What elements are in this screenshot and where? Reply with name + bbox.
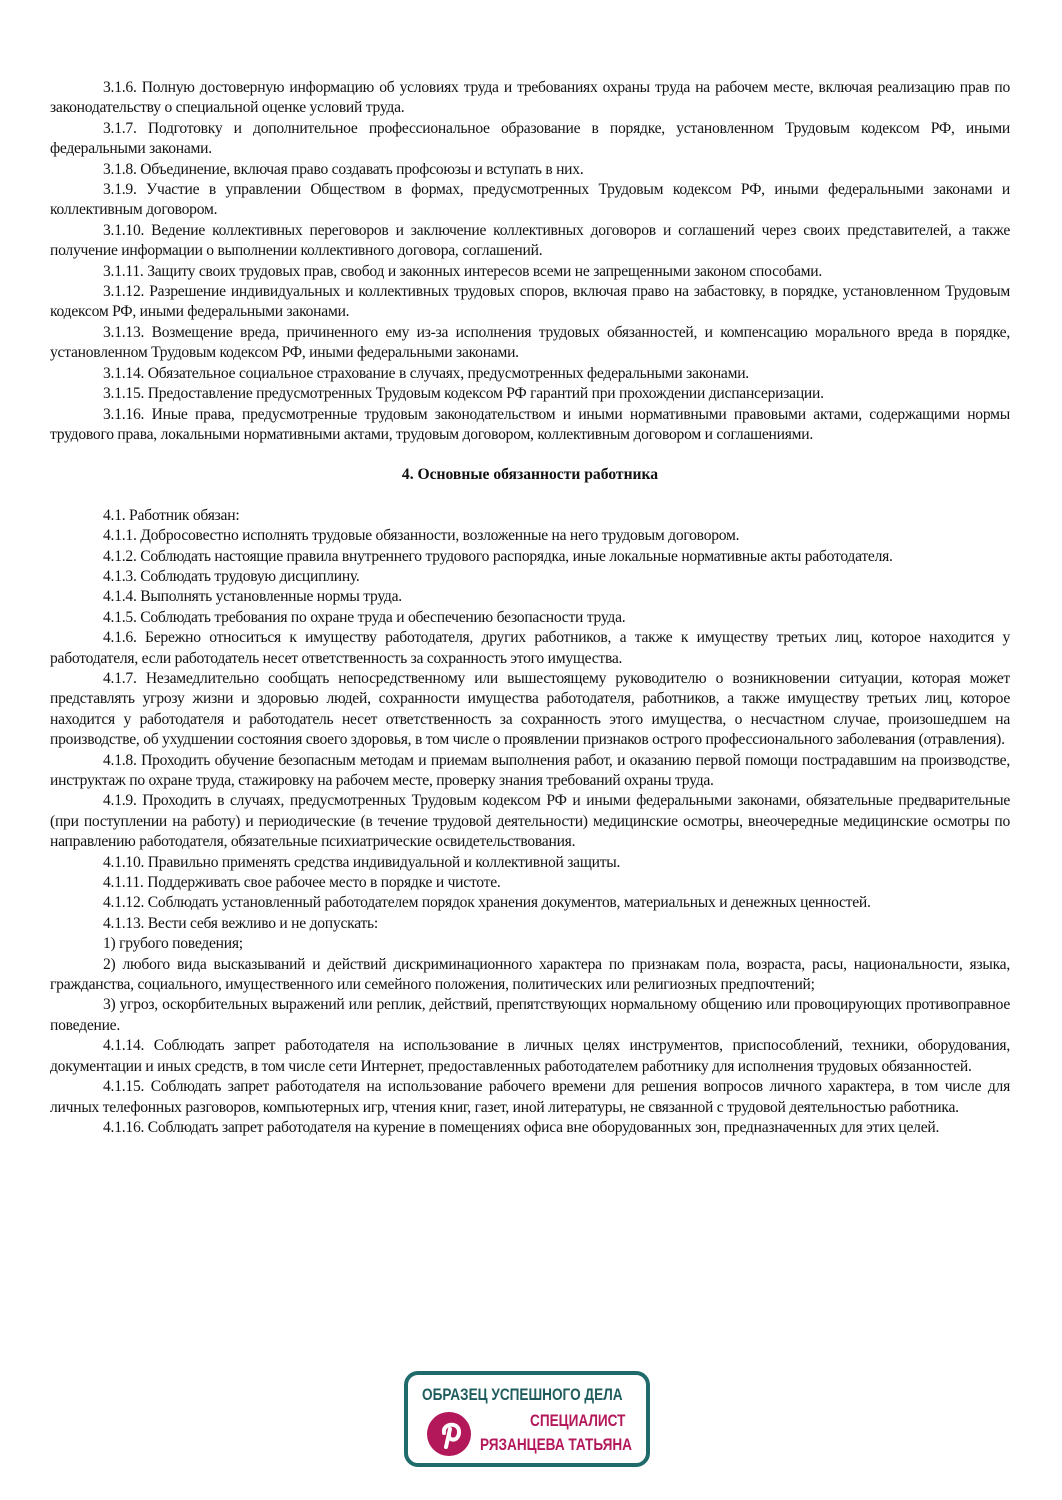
paragraph: 4.1.12. Соблюдать установленный работодателем порядок хранения документов, материальных и денежных ценностей. xyxy=(103,894,871,912)
logo-line-2: СПЕЦИАЛИСТ xyxy=(530,1411,626,1430)
paragraph: 4.1.3. Соблюдать трудовую дисциплину. xyxy=(103,567,360,585)
paragraph: 1) грубого поведения; xyxy=(103,935,243,953)
paragraph: 4.1.6. Бережно относиться к имуществу работодателя, других работников, а также к имуществу третьих лиц, которое находится у работодателя, если работодатель несет ответственность за сохранность этого имущества. xyxy=(50,629,1010,667)
watermark-logo xyxy=(404,1371,650,1467)
paragraph: 4.1.14. Соблюдать запрет работодателя на использование в личных целях инструментов, приспособлений, техники, оборудования, документации и иных средств, в том числе сети Интернет, предоставленных работодателем работнику для исполнения трудовых обязанностей. xyxy=(50,1037,1010,1075)
paragraph: 4.1.13. Вести себя вежливо и не допускать: xyxy=(103,914,378,932)
section-4-heading: 4. Основные обязанности работника xyxy=(401,466,659,484)
paragraph: 4.1.11. Поддерживать свое рабочее место в порядке и чистоте. xyxy=(103,874,501,892)
paragraph: 4.1.10. Правильно применять средства индивидуальной и коллективной защиты. xyxy=(103,853,621,871)
paragraph: 4.1.2. Соблюдать настоящие правила внутреннего трудового распорядка, иные локальные нормативные акты работодателя. xyxy=(103,547,893,565)
paragraph: 4.1.8. Проходить обучение безопасным методам и приемам выполнения работ, и оказанию первой помощи пострадавшим на производстве, инструктаж по охране труда, стажировку на рабочем месте, проверку знания требований охраны труда. xyxy=(50,751,1010,789)
paragraph: 3) угроз, оскорбительных выражений или реплик, действий, препятствующих нормальному общению или провоцирующих противоправное поведение. xyxy=(50,996,1010,1034)
paragraph: 3.1.13. Возмещение вреда, причиненного ему из-за исполнения трудовых обязанностей, и компенсацию морального вреда в порядке, установленном Трудовым кодексом РФ, иными федеральными законами. xyxy=(50,323,1010,362)
paragraph: 3.1.10. Ведение коллективных переговоров и заключение коллективных договоров и соглашений через своих представителей, а также получение информации о выполнении коллективного договора, соглашений. xyxy=(50,221,1010,260)
paragraph: 4.1.15. Соблюдать запрет работодателя на использование рабочего времени для решения вопросов личного характера, в том числе для личных телефонных разговоров, компьютерных игр, чтения книг, газет, иной литературы, не связанной с трудовой деятельностью работника. xyxy=(50,1078,1010,1116)
paragraph: 3.1.14. Обязательное социальное страхование в случаях, предусмотренных федеральными законами. xyxy=(103,364,749,382)
paragraph: 2) любого вида высказываний и действий дискриминационного характера по признакам пола, возраста, расы, национальности, языка, гражданства, социального, имущественного или семейного положения, политических или религиозных предпочтений; xyxy=(50,955,1010,994)
paragraph: 3.1.7. Подготовку и дополнительное профессиональное образование в порядке, установленном Трудовым кодексом РФ, иными федеральными законами. xyxy=(50,119,1010,158)
section-3-list xyxy=(50,78,1010,445)
paragraph: 3.1.6. Полную достоверную информацию об условиях труда и требованиях охраны труда на рабочем месте, включая реализацию прав по законодательству о специальной оценке условий труда. xyxy=(50,79,1010,117)
paragraph: 4.1.9. Проходить в случаях, предусмотренных Трудовым кодексом РФ и иными федеральными законами, обязательные предварительные (при поступлении на работу) и периодические (в течение трудовой деятельности) медицинские осмотры, внеочередные медицинские осмотры по направлению работодателя, обязательные психиатрические освидетельствования. xyxy=(50,792,1010,851)
document-page xyxy=(50,78,1010,1138)
paragraph: 3.1.8. Объединение, включая право создавать профсоюзы и вступать в них. xyxy=(103,160,584,178)
paragraph: 4.1.7. Незамедлительно сообщать непосредственному или вышестоящему руководителю о возникновении ситуации, которая может представлять угрозу жизни и здоровью людей, сохранности имущества работодателя, работников, а также имуществу третьих лиц, которое находится у работодателя и работодатель несет ответственность за сохранность этого имущества, о несчастном случае, произошедшем на производстве, об ухудшении состояния своего здоровья, в том числе о проявлении признаков острого профессионального заболевания (отравления). xyxy=(50,669,1010,749)
paragraph: 4.1.5. Соблюдать требования по охране труда и обеспечению безопасности труда. xyxy=(103,608,626,626)
paragraph: 4.1.16. Соблюдать запрет работодателя на курение в помещениях офиса вне оборудованных зон, предназначенных для этих целей. xyxy=(103,1118,940,1136)
paragraph: 4.1. Работник обязан: xyxy=(103,506,240,524)
paragraph: 3.1.16. Иные права, предусмотренные трудовым законодательством и иными нормативными правовыми актами, содержащими нормы трудового права, локальными нормативными актами, трудовым договором, коллективным договором и соглашениями. xyxy=(50,405,1010,443)
logo-line-1: ОБРАЗЕЦ УСПЕШНОГО ДЕЛА xyxy=(422,1385,623,1404)
section-4-list xyxy=(50,506,1010,1139)
pinterest-icon xyxy=(426,1411,472,1457)
paragraph: 3.1.12. Разрешение индивидуальных и коллективных трудовых споров, включая право на забастовку, в порядке, установленном Трудовым кодексом РФ, иными федеральными законами. xyxy=(50,283,1010,321)
paragraph: 3.1.15. Предоставление предусмотренных Трудовым кодексом РФ гарантий при прохождении диспансеризации. xyxy=(103,385,824,403)
paragraph: 3.1.9. Участие в управлении Обществом в формах, предусмотренных Трудовым кодексом РФ, иными федеральными законами и коллективным договором. xyxy=(50,181,1010,219)
paragraph: 3.1.11. Защиту своих трудовых прав, свобод и законных интересов всеми не запрещенными законом способами. xyxy=(103,262,823,280)
paragraph: 4.1.4. Выполнять установленные нормы труда. xyxy=(103,588,402,606)
logo-line-3: РЯЗАНЦЕВА ТАТЬЯНА xyxy=(480,1435,632,1454)
paragraph: 4.1.1. Добросовестно исполнять трудовые обязанности, возложенные на него трудовым договором. xyxy=(103,527,740,545)
